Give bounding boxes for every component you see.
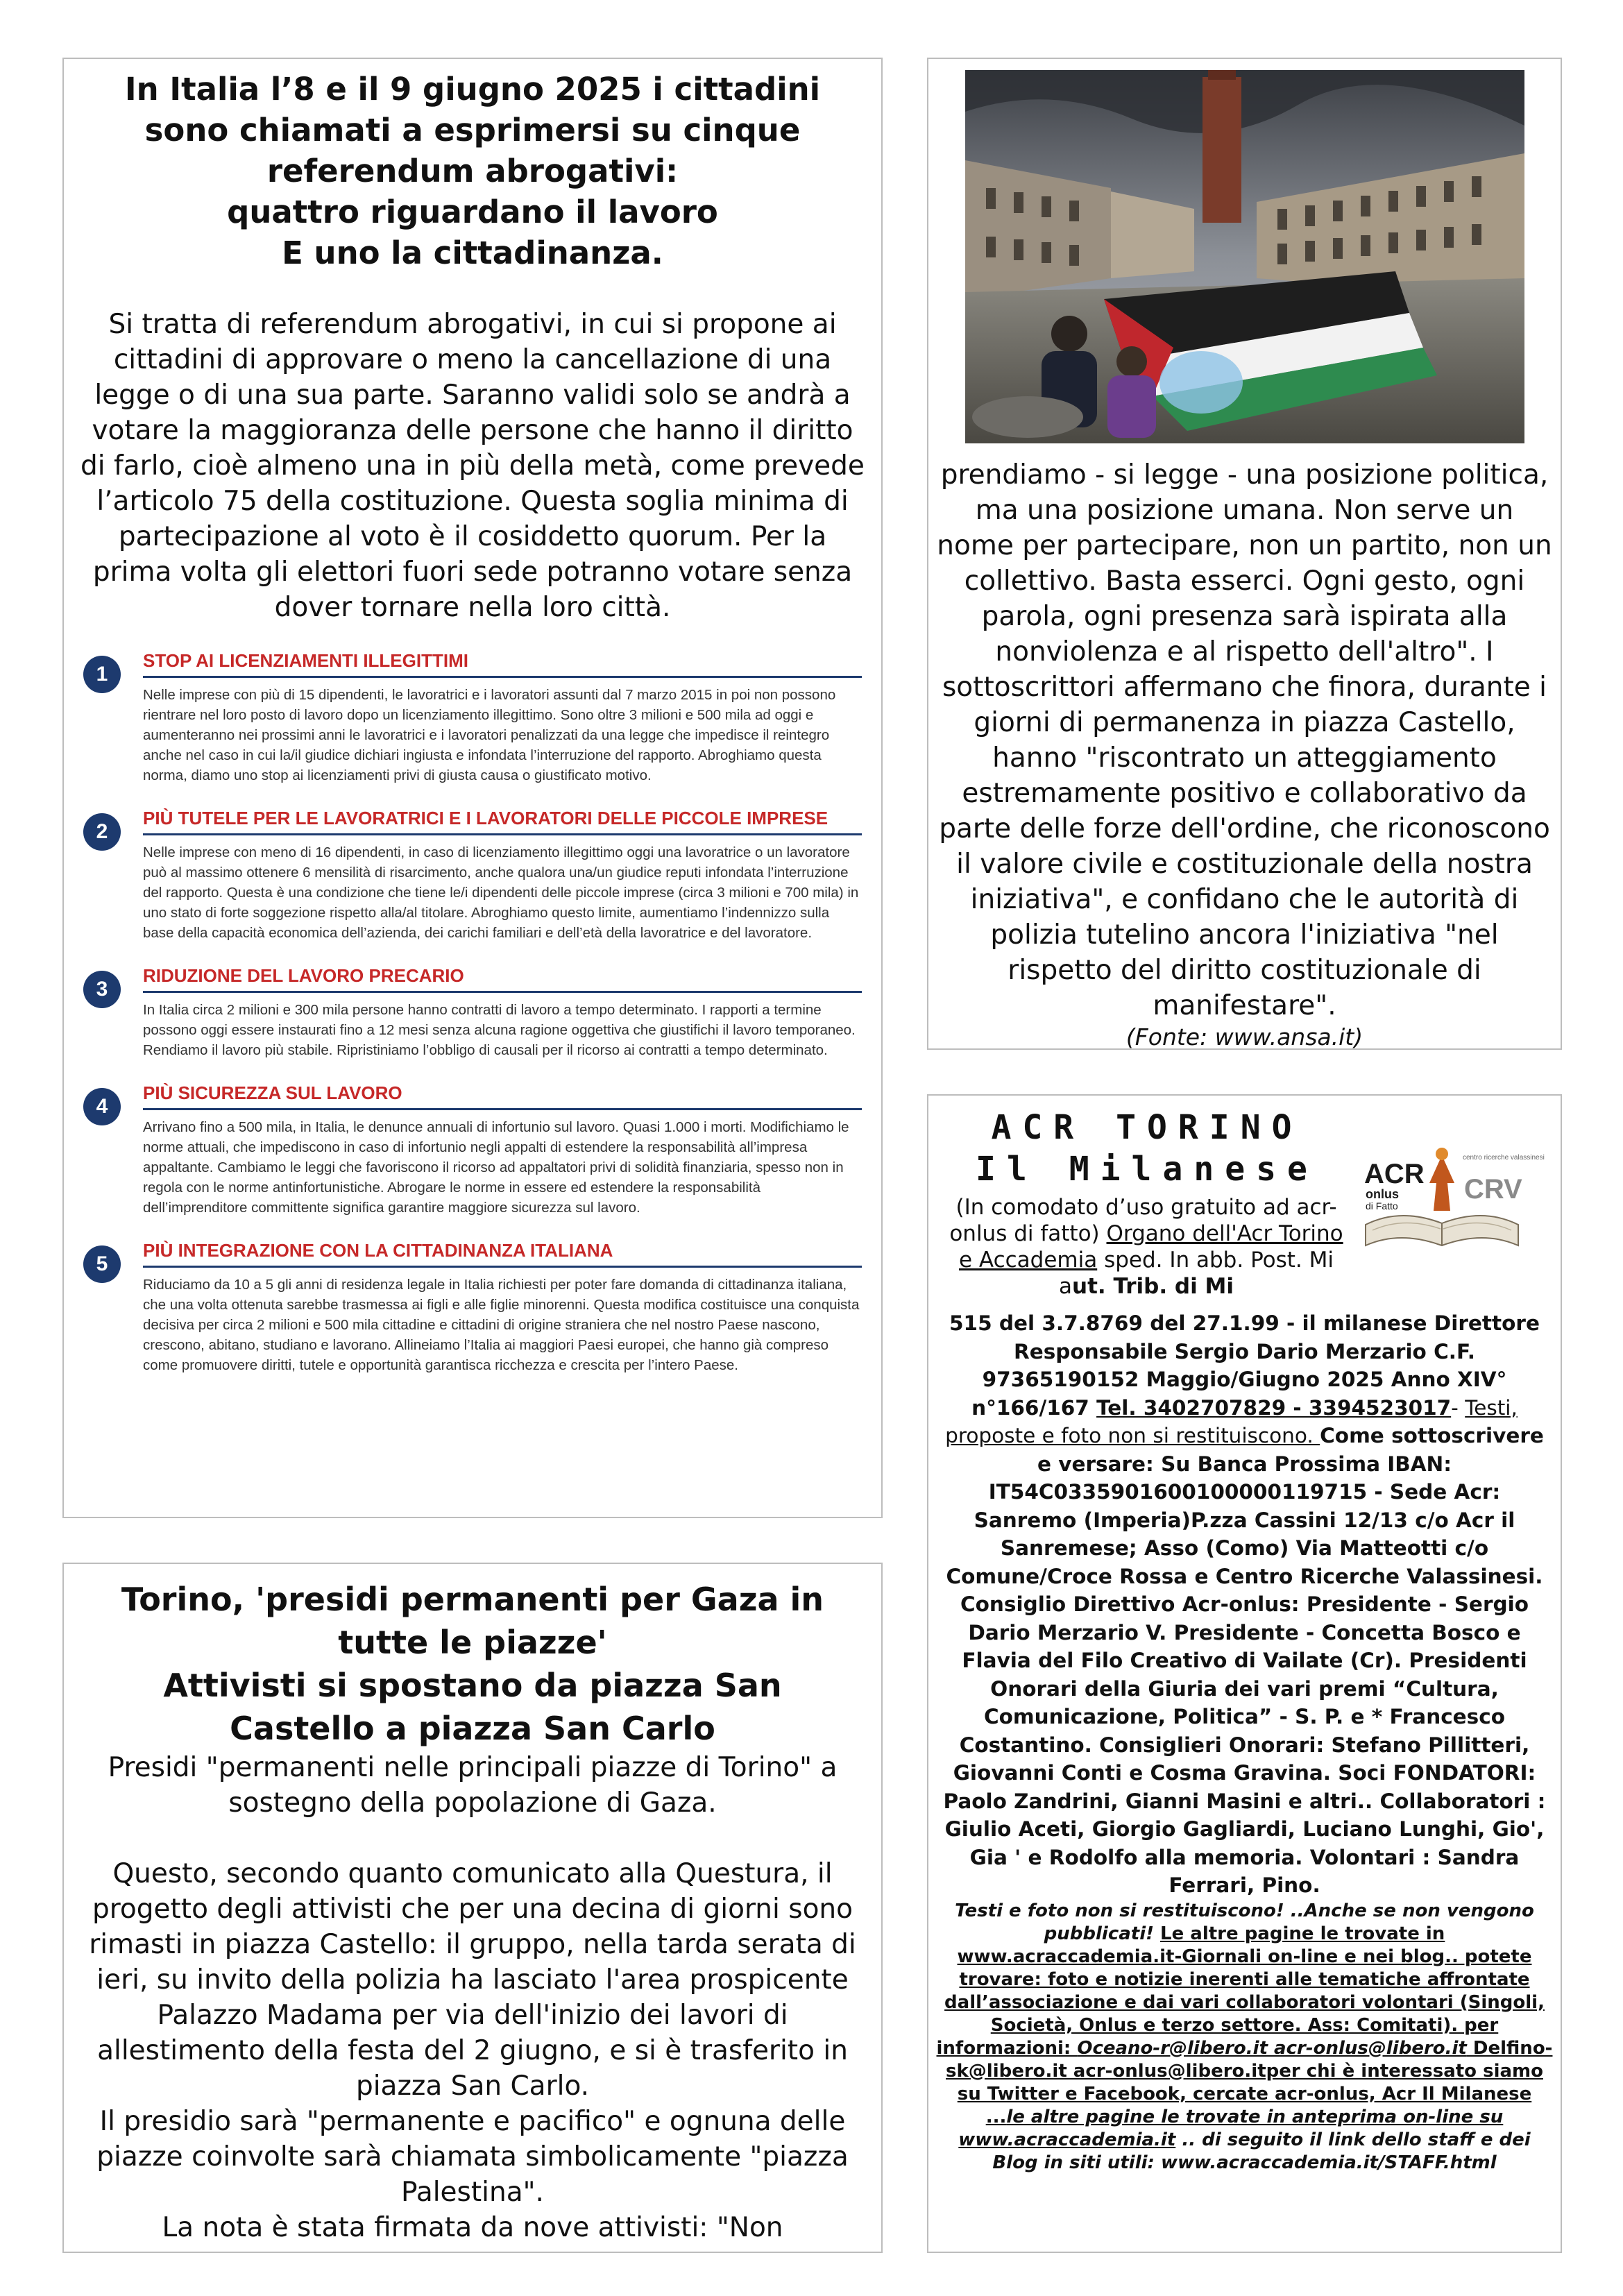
footer-staff-text: .. di seguito il link dello staff e dei Blog in siti utili: www.acraccademia.it/STAFF.html — [992, 2129, 1531, 2173]
gaza-heading — [80, 1578, 865, 1750]
question-number-badge: 1 — [83, 656, 121, 693]
footer-social-link[interactable]: Delfino-sk@libero.it acr-onlus@libero.itper chi è interessato siamo su Twitter e Facebook, cercate acr-onlus, Acr Il Milanese ... — [946, 2037, 1553, 2127]
phone-link[interactable]: Tel. 3402707829 - 3394523017 — [1096, 1395, 1452, 1420]
footer-website-link[interactable]: Le altre pagine le trovate in www.acraccademia.it-Giornali on-line e nei blog.. potete trovare: foto e notizie inerenti alle tematiche affrontate dall’associazione e dai vari collaboratori volontari (Singoli, Società, Onlus e terzo settore. Ass: Comitati). per informazioni: — [936, 1923, 1545, 2059]
heading-line: referendum abrogativi: — [266, 153, 679, 189]
question-item-3 — [83, 964, 862, 1060]
referendum-article — [62, 58, 883, 1518]
question-text: Nelle imprese con meno di 16 dipendenti, in caso di licenziamento illegittimo oggi una lavoratrice o un lavoratore può al massimo ottenere 6 mensilità di risarcimento, anche qualora una/un giudice reputi infondata l’interruzione del rapporto. Questa è una condizione che tiene le/i dipendenti delle piccole imprese (circa 3 milioni e 700 mila) in uno stato di forte soggezione rispetto alla/al titolare. Abroghiamo questo limite, aumentiamo l’indennizzo sulla base della capacità economica dell’azienda, dei carichi familiari e dell’età della lavoratrice e del lavoratore. — [143, 844, 859, 941]
heading-line: In Italia l’8 e il 9 giugno 2025 i cittadini — [124, 71, 821, 108]
gaza-paragraph: Il presidio sarà "permanente e pacifico" e ognuna delle piazze coinvolte sarà chiamata simbolicamente "piazza Palestina". — [96, 2106, 849, 2208]
heading-line: tutte le piazze' — [338, 1624, 607, 1661]
referendum-intro: Si tratta di referendum abrogativi, in cui si propone ai cittadini di approvare o meno la cancellazione di una legge o di una sua parte. Saranno validi solo se andrà a votare la maggioranza delle persone che hanno il diritto di farlo, cioè almeno una in più della metà, come prevede l’articolo 75 della costituzione. Questa soglia minima di partecipazione al voto è il cosiddetto quorum. Per la prima volta gli elettori fuori sede potranno votare senza dover tornare nella loro città. — [80, 309, 865, 623]
logo-difatto-text: di Fatto — [1366, 1200, 1398, 1211]
acr-header — [935, 1107, 1554, 1309]
question-number-badge: 2 — [83, 813, 121, 851]
question-item-1 — [83, 649, 862, 785]
masthead-body — [935, 1309, 1554, 1900]
gaza-paragraph: Presidi "permanenti nelle principali piazze di Torino" a sostegno della popolazione di Gaza. — [108, 1752, 838, 1819]
subtitle-text: ut. Trib. di Mi — [1072, 1274, 1234, 1299]
gaza-article — [62, 1563, 883, 2253]
title-line: ACR TORINO — [991, 1108, 1303, 1147]
question-number-badge: 3 — [83, 971, 121, 1008]
question-text: Nelle imprese con più di 15 dipendenti, le lavoratrici e i lavoratori assunti dal 7 marzo 2015 in poi non possono rientrare nel loro posto di lavoro dopo un licenziamento illegittimo. Sono oltre 3 milioni e 500 mila ad oggi e aumenteranno nei prossimi anni le lavoratrici e i lavoratori penalizzati da una legge che impedisce il reintegro anche nel caso in cui la/il giudice dichiari ingiusta e infondata l’interruzione del rapporto. Abroghiamo questa norma, diamo uno stop ai licenziamenti privi di giusta causa o giustificato motivo. — [143, 687, 836, 783]
acr-crv-logo — [1359, 1141, 1545, 1259]
question-item-2 — [83, 806, 862, 943]
heading-line: Torino, 'presidi permanenti per Gaza in — [121, 1581, 824, 1618]
question-number-badge: 5 — [83, 1245, 121, 1283]
question-item-4 — [83, 1081, 862, 1218]
source-credit: (Fonte: www.ansa.it) — [1125, 1023, 1363, 1051]
heading-line: quattro riguardano il lavoro — [227, 194, 718, 230]
logo-acr-text: ACR — [1364, 1159, 1425, 1189]
masthead-subtitle — [945, 1194, 1348, 1300]
logo-onlus-text: onlus — [1366, 1187, 1399, 1201]
question-title: RIDUZIONE DEL LAVORO PRECARIO — [143, 964, 862, 993]
organ-link[interactable]: Organo dell'Acr Torino e Accademia — [958, 1221, 1343, 1273]
gaza-continued-article — [927, 58, 1562, 1050]
notice-link[interactable]: Testi, proposte e foto non si restituiscono. — [945, 1395, 1518, 1447]
heading-line: sono chiamati a esprimersi su cinque — [144, 112, 801, 148]
acr-masthead — [927, 1094, 1562, 2253]
heading-line: Castello a piazza San Carlo — [230, 1710, 715, 1747]
gaza-paragraph: La nota è stata firmata da nove attivisti: "Non — [162, 2212, 783, 2243]
question-title: PIÙ INTEGRAZIONE CON LA CITTADINANZA ITALIANA — [143, 1239, 862, 1268]
subtitle-text: (In comodato d’uso gratuito ad acr-onlus di fatto) — [949, 1195, 1337, 1246]
footer-email-link[interactable]: Oceano-r@libero.it acr-onlus@libero.it — [1077, 2037, 1467, 2059]
question-title: PIÙ TUTELE PER LE LAVORATRICI E I LAVORATORI DELLE PICCOLE IMPRESE — [143, 806, 862, 835]
masthead-title — [956, 1107, 1338, 1190]
logo-centro-text: centro ricerche valassinesi — [1463, 1154, 1545, 1162]
title-line: Il Milanese — [976, 1150, 1318, 1189]
question-text: Riduciamo da 10 a 5 gli anni di residenza legale in Italia richiesti per poter fare domanda di cittadinanza italiana, che una volta ottenuta sarebbe trasmessa ai figli e alle figlie minorenni. Questa modifica costituisce una conquista decisiva per circa 2 milioni e 500 mila cittadine e cittadini di origine straniera che nel nostro Paese nascono, crescono, abitano, studiano e lavorano. Allineiamo l’Italia ai maggiori Paesi europei, che hanno già compreso come promuovere diritti, tutele e opportunità garantisca ricchezza e crescita per l’intero Paese. — [143, 1277, 860, 1373]
subtitle-text: sped. In abb. Post. Mi a — [1059, 1248, 1334, 1299]
question-number-badge: 4 — [83, 1088, 121, 1125]
bank-and-board-text: Come sottoscrivere e versare: Su Banca Prossima IBAN: IT54C0335901600100000119715 - Sede Acr: Sanremo (Imperia)P.zza Cassini 12/13 c/o Acr il Sanremese; Asso (Como) Via Matteotti c/o Comune/Croce Rossa e Centro Ricerche Valassinesi. Consiglio Direttivo Acr-onlus: Presidente - Sergio Dario Merzario V. Presidente - Concetta Bosco e Flavia del Filo Creativo di Vailate (Cr). Presidenti Onorari della Giuria dei vari premi “Cultura, Comunicazione, Politica” - S. P. e * Francesco Costantino. Consiglieri Onorari: Stefano Pillitteri, Giovanni Conti e Cosma Gravina. Soci FONDATORI: Paolo Zandrini, Gianni Masini e altri.. Collaboratori : Giulio Aceti, Giorgio Gagliardi, Luciano Lunghi, Gio', Gia ' e Rodolfo alla memoria. Volontari : Sandra Ferrari, Pino. — [943, 1424, 1546, 1897]
footer-preview-link[interactable]: le altre pagine le trovate in anteprima on-line su www.acraccademia.it — [958, 2106, 1504, 2150]
question-title: STOP AI LICENZIAMENTI ILLEGITTIMI — [143, 649, 862, 678]
question-text: In Italia circa 2 milioni e 300 mila persone hanno contratti di lavoro a tempo determinato. I rapporti a termine possono oggi essere instaurati fino a 12 mesi senza alcuna ragione oggettiva che giustifichi il lavoro temporaneo. Rendiamo il lavoro più stabile. Ripristiniamo l’obbligo di causali per il ricorso ai contratti a tempo determinato. — [143, 1002, 856, 1058]
heading-line: Attivisti si spostano da piazza San — [163, 1667, 782, 1704]
question-text: Arrivano fino a 500 mila, in Italia, le denunce annuali di infortunio sul lavoro. Quasi 1.000 i morti. Modifichiamo le norme attuali, che impediscono in caso di infortunio negli appalti di estendere la responsabilità all’impresa appaltante. Cambiamo le leggi che favoriscono il ricorso ad appaltatori privi di solidità finanziaria, spesso non in regola con le norme antinfortunistiche. Abrogare le norme in essere ed estendere la responsabilità dell’imprenditore committente significa garantire maggiore sicurezza sul lavoro. — [143, 1119, 849, 1216]
logo-crv-text: CRV — [1464, 1174, 1522, 1205]
footer-text: Testi e foto non si restituiscono! ..Anche se non vengono pubblicati! — [955, 1900, 1534, 1944]
registration-text: 515 del 3.7.8769 del 27.1.99 - il milanese Direttore Responsabile Sergio Dario Merzario C.F. 97365190152 Maggio/Giugno 2025 Anno XIV° n°166/167 — [949, 1311, 1540, 1420]
question-title: PIÙ SICUREZZA SUL LAVORO — [143, 1081, 862, 1110]
continued-text: prendiamo - si legge - una posizione politica, ma una posizione umana. Non serve un nome per partecipare, non un partito, non un collettivo. Basta esserci. Ogni gesto, ogni parola, ogni presenza sarà ispirata alla nonviolenza e al rispetto dell'altro". I sottoscrittori affermano che finora, durante i giorni di permanenza in piazza Castello, hanno "riscontrato un atteggiamento estremamente positivo e collaborativo da parte delle forze dell'ordine, che riconoscono il valore civile e costituzionale della nostra iniziativa", e confidano che le autorità di polizia tutelino ancora l'iniziativa "nel rispetto del diritto costituzionale di manifestare". — [937, 459, 1552, 1021]
question-item-5 — [83, 1239, 862, 1375]
referendum-questions-list — [83, 649, 862, 1375]
separator-text: - — [1451, 1395, 1465, 1420]
masthead-footer — [935, 1900, 1554, 2175]
piazza-castello-photo — [965, 70, 1524, 443]
heading-line: E uno la cittadinanza. — [282, 235, 663, 271]
gaza-paragraph: Questo, secondo quanto comunicato alla Questura, il progetto degli attivisti che per una decina di giorni sono rimasti in piazza Castello: il gruppo, nella tarda serata di ieri, su invito della polizia ha lasciato l'area prospicente Palazzo Madama per via dell'inizio dei lavori di allestimento della festa del 2 giugno, e si è trasferito in piazza San Carlo. — [89, 1858, 856, 2102]
referendum-heading — [79, 69, 866, 273]
